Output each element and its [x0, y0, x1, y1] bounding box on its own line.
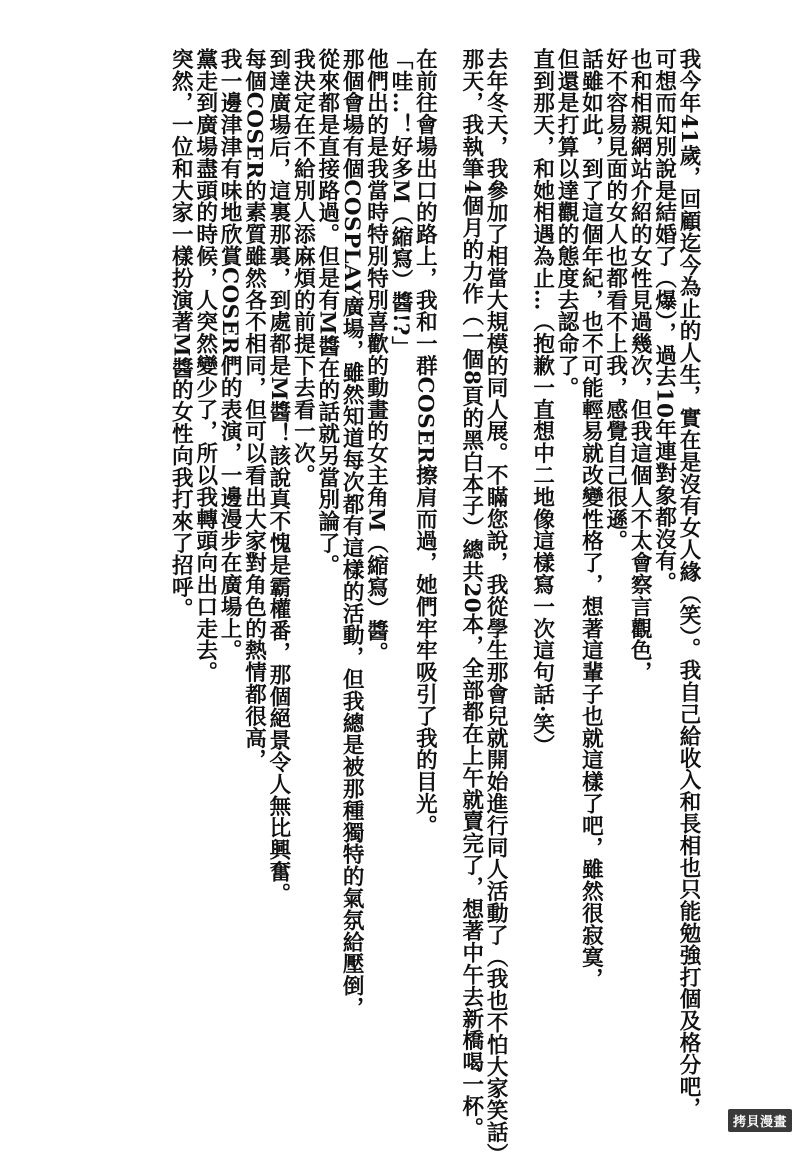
text-line: 每個COSER的素質雖然各不相同，但可以看出大家對角色的熱情都很高，: [241, 48, 267, 771]
text-line: 但還是打算以達觀的態度去認命了。: [553, 48, 579, 399]
text-line: 在前往會場出口的路上，我和一群COSER擦肩而過，她們牢牢吸引了我的目光。: [412, 48, 438, 837]
text-line: 從來都是直接路過。但是有M醬在的話就另當別論了。: [314, 48, 340, 576]
text-line: 他們出的是我當時特別特別喜歡的動畫的女主角M（縮寫）醬。: [363, 48, 389, 664]
text-line: 我一邊津津有味地欣賞COSER們的表演，一邊漫步在廣場上。: [217, 48, 243, 662]
text-line: 好不容易見面的女人也都看不上我，感覺自己很遜。: [602, 48, 628, 552]
text-line: 突然，一位和大家一樣扮演著M醬的女性向我打來了招呼。: [168, 48, 194, 620]
text-line: 可想而知別說是結婚了（爆），過去10年連對象都沒有。: [651, 48, 677, 594]
text-line: 我今年41歲，回顧迄今為止的人生，實在是沒有女人緣（笑）。我自己給收入和長相也只能勉強打個及格分吧，: [676, 48, 701, 1120]
paragraph-2: [458, 48, 509, 1165]
text-line: 那天，我執筆4個月的力作（一個8頁的黑白本子）總共20本，全部都在上午就賣完了，想著中午去新橋喝一杯。: [458, 48, 484, 1139]
paragraph-3: [290, 48, 436, 1088]
watermark: 拷貝漫畫: [728, 1109, 792, 1132]
text-line: 也和相親網站介紹的女性見過幾次，但我這個人不太會察言觀色，: [627, 48, 653, 684]
text-line: 我決定在不給別人添麻煩的前提下去看一次。: [290, 48, 316, 486]
paragraph-4: [168, 48, 290, 1088]
text-line: 話雖如此，到了這個年紀，也不可能輕易就改變性格了，想著這輩子也就這樣了吧，雖然很寂寞，: [578, 48, 604, 990]
text-line: 「哇…！好多M（縮寫）醬!?」: [387, 48, 413, 358]
paragraph-1: [529, 48, 701, 1120]
text-line: 直到那天，和她相遇為止…（抱歉一直想中二地像這樣寫一次這句話·笑）: [529, 48, 555, 757]
vertical-text-block: [168, 48, 722, 1165]
text-line: 到達廣場后，這裏那裏，到處都是M醬！該說真不愧是霸權番，那個絕景令人無比興奮。: [265, 48, 291, 905]
text-line: 黨走到廣場盡頭的時候，人突然變少了，所以我轉頭向出口走去。: [192, 48, 218, 684]
text-line: 去年冬天，我參加了相當大規模的同人展。不瞞您說，我從學生那會兒就開始進行同人活動了（我也不怕大家笑話）: [483, 48, 509, 1165]
text-line: 那個會場有個COSPLAY廣場，雖然知道每次都有這樣的活動，但我總是被那種獨特的氣氛給壓倒，: [339, 48, 365, 1019]
